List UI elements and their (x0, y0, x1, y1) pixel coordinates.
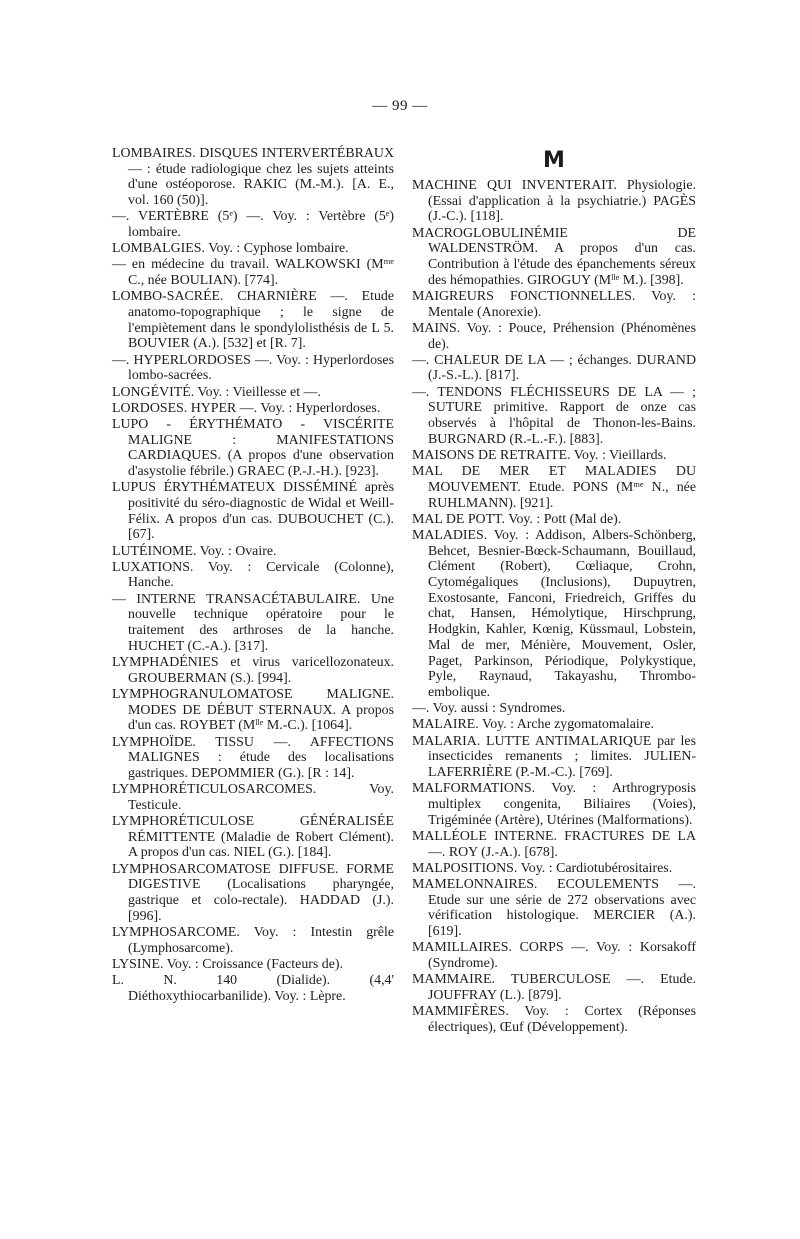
index-entry: LYMPHADÉNIES et virus varicellozonateux. GROUBERMAN (S.). [994]. (112, 655, 394, 686)
index-entry: MALPOSITIONS. Voy. : Cardiotubérositaires. (412, 860, 673, 876)
index-entry: LYMPHOSARCOME. Voy. : Intestin grêle (Lymphosarcome). (112, 924, 394, 956)
index-entry: LOMBO-SACRÉE. CHARNIÈRE —. Etude anatomo-topographique ; le signe de l'empiètement dans le spondylolisthésis de L 5. BOUVIER (A.). [532] et [R. 7]. (112, 289, 394, 352)
index-entry: MAMELONNAIRES. ECOULEMENTS —. Etude sur une série de 272 observations avec vérification histologique. MERCIER (A.). [619]. (412, 876, 696, 940)
index-entry: MALARIA. LUTTE ANTIMALARIQUE par les insecticides remanents ; limites. JULIEN-LAFERRIÈRE (P.-M.-C.). [769]. (412, 733, 696, 781)
index-entry: MALADIES. Voy. : Addison, Albers-Schönberg, Behcet, Besnier-Bœck-Schaumann, Bouillaud, Clément (Robert), Cœliaque, Crohn, Cytomégaliques (Inclusions), Dupuytren, Exostosante, Fanconi, Friedreich, Griffes du chat, Hansen, Hémolytique, Hirschprung, Hodgkin, Kahler, Kœnig, Küssmaul, Lobstein, Mal de mer, Ménière, Mouvement, Osler, Paget, Parkinson, Périodique, Polykystique, Pyle, Raynaud, Takayashu, Thrombo-embolique. (412, 527, 696, 700)
index-entry: LONGÉVITÉ. Voy. : Vieillesse et —. (112, 384, 321, 400)
index-entry: LYMPHOÏDE. TISSU —. AFFECTIONS MALIGNES : étude des localisations gastriques. DEPOMMIER (G.). [R : 14]. (112, 734, 394, 781)
index-entry: —. HYPERLORDOSES —. Voy. : Hyperlordoses lombo-sacrées. (112, 352, 394, 384)
index-entry: MAIGREURS FONCTIONNELLES. Voy. : Mentale (Anorexie). (412, 288, 696, 320)
index-entry: MALFORMATIONS. Voy. : Arthrogryposis multiplex congenita, Biliaires (Voies), Trigéminée (Artère), Utérines (Malformations). (412, 781, 696, 828)
left-column (112, 146, 394, 1005)
index-entry: MAISONS DE RETRAITE. Voy. : Vieillards. (412, 447, 667, 463)
index-entry: LYMPHORÉTICULOSE GÉNÉRALISÉE RÉMITTENTE (Maladie de Robert Clément). A propos d'un cas. NIEL (G.). [184]. (112, 814, 394, 861)
index-entry: —. CHALEUR DE LA — ; échanges. DURAND (J.-S.-L.). [817]. (412, 352, 696, 384)
index-entry: MAMILLAIRES. CORPS —. Voy. : Korsakoff (Syndrome). (412, 940, 696, 971)
index-entry: —. Voy. aussi : Syndromes. (412, 701, 566, 717)
index-entry: — en médecine du travail. WALKOWSKI (Mᵐᵉ C., née BOULIAN). [774]. (112, 257, 394, 289)
index-entry: MAMMIFÈRES. Voy. : Cortex (Réponses électriques), Œuf (Développement). (412, 1004, 696, 1035)
index-entry: LYMPHOSARCOMATOSE DIFFUSE. FORME DIGESTIVE (Localisations pharyngée, gastrique et colo-rectale). HADDAD (J.). [996]. (112, 861, 394, 924)
index-entry: LORDOSES. HYPER —. Voy. : Hyperlordoses. (112, 400, 381, 416)
index-entry: MALAIRE. Voy. : Arche zygomatomalaire. (412, 717, 655, 733)
index-entry: LUPO - ÉRYTHÉMATO - VISCÉRITE MALIGNE : MANIFESTATIONS CARDIAQUES. (A propos d'une observation d'asystolie fébrile.) GRAEC (P.-J.-H.). [923]. (112, 416, 394, 480)
index-entry: LOMBALGIES. Voy. : Cyphose lombaire. (112, 241, 349, 257)
section-letter: M (543, 148, 565, 173)
index-entry: LYSINE. Voy. : Croissance (Facteurs de). (112, 956, 343, 972)
index-entry: LUTÉINOME. Voy. : Ovaire. (112, 543, 277, 559)
index-entry: LYMPHORÉTICULOSARCOMES. Voy. Testicule. (112, 782, 394, 813)
index-entry: MAL DE POTT. Voy. : Pott (Mal de). (412, 511, 622, 527)
index-entry: LYMPHOGRANULOMATOSE MALIGNE. MODES DE DÉBUT STERNAUX. A propos d'un cas. ROYBET (Mˡˡᵉ M.-C.). [1064]. (112, 686, 394, 734)
right-column (412, 178, 696, 1036)
index-entry: MALLÉOLE INTERNE. FRACTURES DE LA —. ROY (J.-A.). [678]. (412, 828, 696, 860)
page-number: — 99 — (372, 98, 428, 114)
index-entry: —. TENDONS FLÉCHISSEURS DE LA — ; SUTURE primitive. Rapport de onze cas observés à l'hôpital de Thonon-les-Bains. BURGNARD (R.-L.-F.). [883]. (412, 384, 696, 447)
index-entry: —. VERTÈBRE (5ᵉ) —. Voy. : Vertèbre (5ᵉ) lombaire. (112, 209, 394, 241)
index-entry: LUPUS ÉRYTHÉMATEUX DISSÉMINÉ après positivité du séro-diagnostic de Widal et Weill-Félix. A propos d'un cas. DUBOUCHET (C.). [67]. (112, 480, 394, 543)
index-entry: L. N. 140 (Dialide). (4,4' Diéthoxythiocarbanilide). Voy. : Lèpre. (112, 973, 394, 1004)
index-entry: LUXATIONS. Voy. : Cervicale (Colonne), Hanche. (112, 559, 394, 591)
index-entry: MACHINE QUI INVENTERAIT. Physiologie. (Essai d'application à la psychiatrie.) PAGÈS (J.-C.). [118]. (412, 178, 696, 225)
index-entry: MAMMAIRE. TUBERCULOSE —. Etude. JOUFFRAY (L.). [879]. (412, 972, 696, 1003)
index-entry: MAINS. Voy. : Pouce, Préhension (Phénomènes de). (412, 320, 696, 352)
index-entry: — INTERNE TRANSACÉTABULAIRE. Une nouvelle technique opératoire pour le traitement des arthroses de la hanche. HUCHET (C.-A.). [317]. (112, 591, 394, 654)
index-entry: MAL DE MER ET MALADIES DU MOUVEMENT. Etude. PONS (Mᵐᵉ N., née RUHLMANN). [921]. (412, 464, 696, 511)
index-entry: MACROGLOBULINÉMIE DE WALDENSTRÖM. A propos d'un cas. Contribution à l'étude des épanchements séreux des hémopathies. GIROGUY (Mˡˡᵉ M.). [398]. (412, 225, 696, 288)
index-entry: LOMBAIRES. DISQUES INTERVERTÉBRAUX — : étude radiologique chez les sujets atteints d'une ostéoporose. RAKIC (M.-M.). [A. E., vol. 160 (50)]. (112, 146, 394, 209)
